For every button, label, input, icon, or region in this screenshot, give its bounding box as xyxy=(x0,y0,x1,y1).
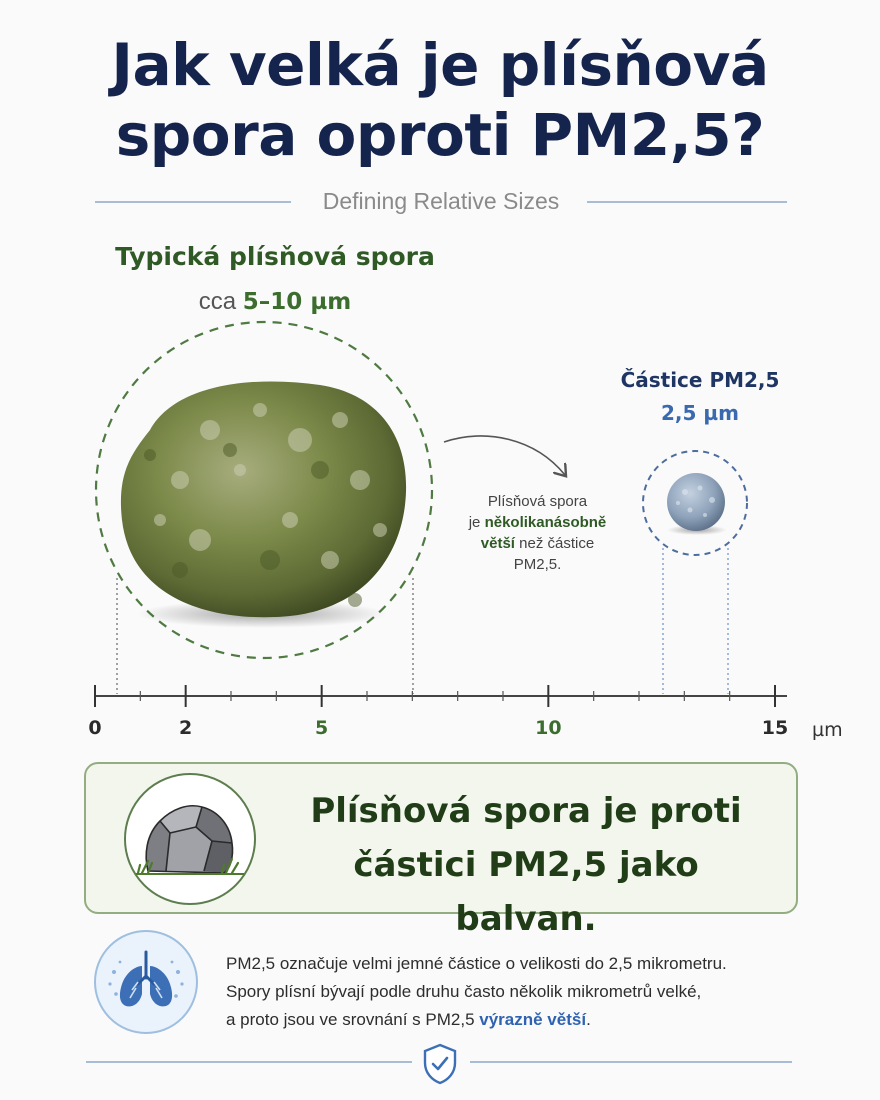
note-line-2-bold: několikanásobně xyxy=(484,514,607,531)
callout-line-1: Plísňová spora je proti xyxy=(310,791,742,831)
boulder-icon-circle xyxy=(124,773,256,905)
spore-size-prefix: cca xyxy=(198,288,237,315)
info-line-1: PM2,5 označuje velmi jemné částice o velikosti do 2,5 mikrometru. xyxy=(226,954,727,973)
pm-size: 2,5 µm xyxy=(661,401,739,425)
note-line-2-prefix: je xyxy=(468,514,481,531)
comparison-arrow xyxy=(444,436,565,475)
info-paragraph xyxy=(226,950,806,1034)
note-line-3-rest: než částice xyxy=(519,535,595,552)
spore-title: Typická plísňová spora xyxy=(115,242,435,271)
lungs-icon xyxy=(96,932,196,1032)
axis-tick-label: 10 xyxy=(535,717,562,739)
axis-tick-label: 2 xyxy=(179,717,193,739)
note-line-2 xyxy=(455,512,620,533)
bottom-divider-left xyxy=(86,1061,412,1063)
spore-size-value: 5–10 µm xyxy=(242,289,352,315)
pm-title: Částice PM2,5 xyxy=(620,368,780,392)
callout-text xyxy=(286,784,766,946)
comparison-note xyxy=(455,491,620,575)
info-line-2: Spory plísní bývají podle druhu často několik mikrometrů velké, xyxy=(226,982,702,1001)
spore-illustration xyxy=(121,381,406,617)
bottom-divider-right xyxy=(470,1061,792,1063)
axis-tick-label: 15 xyxy=(761,717,789,739)
subtitle: Defining Relative Sizes xyxy=(322,188,560,214)
shield-check-icon xyxy=(420,1042,460,1086)
note-line-3-bold: větší xyxy=(480,535,515,552)
axis-tick-label: 5 xyxy=(315,717,329,739)
axis-tick-labels xyxy=(88,717,788,739)
boulder-callout xyxy=(84,762,798,939)
info-line-3-prefix: a proto jsou ve srovnání s PM2,5 xyxy=(226,1010,475,1029)
info-line-3-bold: výrazně větší xyxy=(479,1010,587,1029)
title-line-2: spora oproti PM2,5? xyxy=(115,101,765,169)
axis-unit: µm xyxy=(812,719,843,741)
title-line-1: Jak velká je plísňová xyxy=(111,31,769,99)
callout-line-2: částici PM2,5 jako balvan. xyxy=(353,845,699,939)
boulder-icon xyxy=(126,775,254,903)
info-line-3 xyxy=(226,1006,806,1034)
note-line-1: Plísňová spora xyxy=(487,493,588,510)
info-line-3-suffix: . xyxy=(586,1010,591,1029)
pm-particle xyxy=(667,473,725,531)
axis-tick-label: 0 xyxy=(88,717,102,739)
lungs-icon-circle xyxy=(94,930,198,1034)
note-line-4: PM2,5. xyxy=(513,556,562,573)
note-line-3 xyxy=(455,533,620,554)
